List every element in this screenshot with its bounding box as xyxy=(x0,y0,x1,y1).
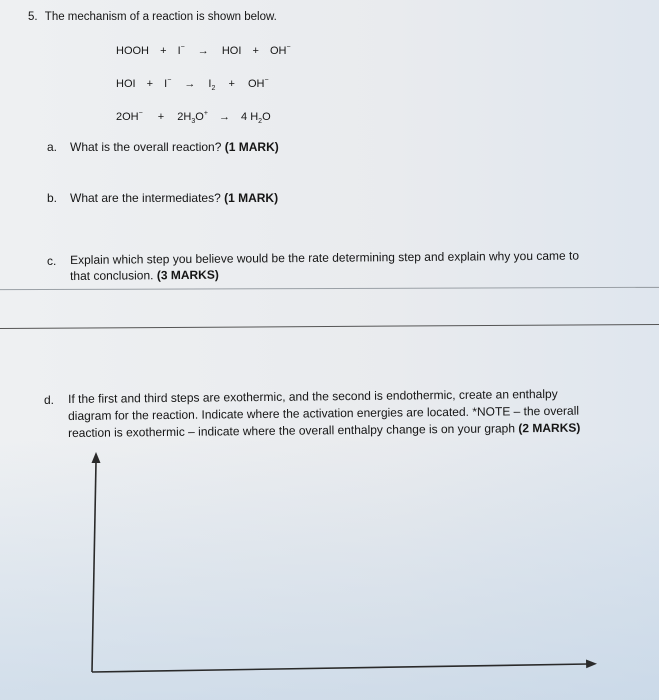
step3-reactant2: $2H_3O^+$ xyxy=(177,110,208,125)
step1-arrow: → xyxy=(197,44,209,57)
y-axis xyxy=(92,462,96,672)
part-d-letter: d. xyxy=(44,393,55,407)
part-a-letter: a. xyxy=(47,140,58,154)
question-number: 5. xyxy=(28,11,38,23)
part-c-line-2: that conclusion. (3 MARKS) xyxy=(70,267,219,283)
part-c-letter: c. xyxy=(47,254,57,268)
step2-reactant2: I− xyxy=(164,77,172,90)
step1-reactant2: I− xyxy=(177,44,185,57)
step1-plus: + xyxy=(160,44,167,57)
step2-product2: OH− xyxy=(247,77,269,90)
part-d-line-3: reaction is exothermic – indicate where the overall enthalpy change is on your graph (2 MARKS) xyxy=(68,420,581,440)
step1-plus-2: + xyxy=(252,44,259,57)
step2-arrow: → xyxy=(184,77,196,90)
part-d-line-1: If the first and third steps are exothermic, and the second is endothermic, create an enthalpy xyxy=(68,386,558,406)
question-title: The mechanism of a reaction is shown below. xyxy=(44,11,277,23)
step3-product1: 4 $H_2O$ xyxy=(241,110,271,125)
y-axis-arrowhead xyxy=(92,452,101,463)
x-axis-arrowhead xyxy=(586,660,597,669)
part-c-marks: (3 MARKS) xyxy=(156,267,219,283)
step2-plus-2: + xyxy=(228,77,235,90)
part-d-line-2: diagram for the reaction. Indicate where the activation energies are located. *NOTE – the overall xyxy=(68,403,580,423)
step1-product1: HOI xyxy=(221,44,242,57)
step3-arrow: → xyxy=(218,110,230,123)
part-b-marks: (1 MARK) xyxy=(224,191,279,205)
step1-reactant1: HOOH xyxy=(116,44,149,57)
step2-reactant1: HOI xyxy=(116,77,136,90)
x-axis xyxy=(92,664,588,672)
step3-plus: + xyxy=(157,110,165,123)
part-a-marks: (1 MARK) xyxy=(224,140,279,154)
step2-plus: + xyxy=(146,77,154,90)
part-b-letter: b. xyxy=(47,191,58,205)
part-a-question: What is the overall reaction? (1 MARK) xyxy=(70,140,279,154)
step2-product1: $I_2$ xyxy=(208,77,216,92)
step1-product2: OH− xyxy=(269,44,291,57)
part-d-marks: (2 MARKS) xyxy=(518,420,581,436)
part-b-question: What are the intermediates? (1 MARK) xyxy=(70,191,279,205)
part-c-line-1: Explain which step you believe would be the rate determining step and explain why you came to xyxy=(70,248,580,267)
step3-reactant1: 2OH− xyxy=(116,110,143,123)
